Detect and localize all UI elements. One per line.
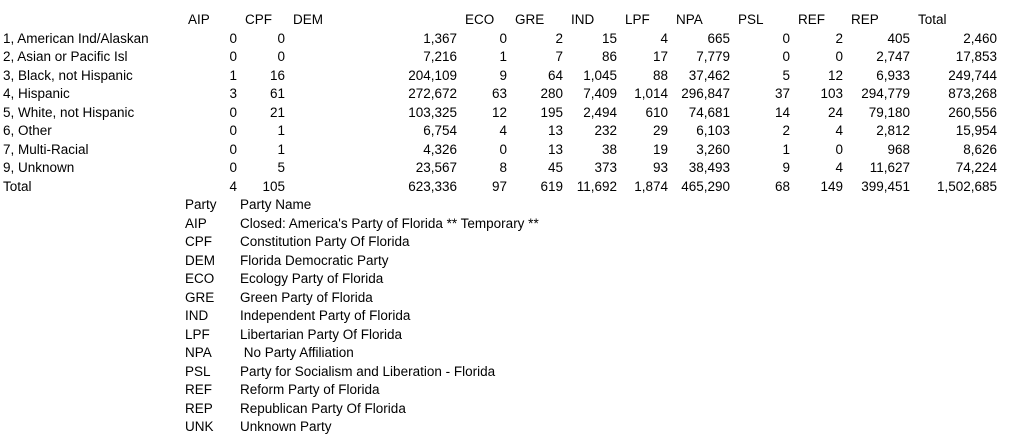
value-cell-ref: 12 xyxy=(827,67,843,83)
table-body xyxy=(3,30,997,197)
column-header-gre: GRE xyxy=(515,12,545,27)
value-cell-total: 260,556 xyxy=(948,104,997,120)
column-header-aip: AIP xyxy=(188,12,210,27)
legend-term: REP xyxy=(185,400,213,416)
value-cell-aip: 0 xyxy=(229,160,237,175)
column-header-total: Total xyxy=(918,12,947,27)
registration-table xyxy=(3,11,997,196)
value-cell-cpf: 0 xyxy=(277,49,285,64)
value-cell-ref: 0 xyxy=(835,49,843,64)
value-cell-rep: 11,627 xyxy=(869,160,910,175)
value-cell-lpf: 4 xyxy=(660,30,668,46)
legend-term: DEM xyxy=(185,252,215,268)
table-header-row xyxy=(3,11,997,30)
legend-term: REF xyxy=(185,382,212,397)
value-cell-ref: 2 xyxy=(835,30,843,46)
row-label: 7, Multi-Racial xyxy=(3,141,89,157)
value-cell-total: 8,626 xyxy=(963,141,997,157)
row-label: 3, Black, not Hispanic xyxy=(3,67,133,83)
value-cell-ind: 1,045 xyxy=(583,67,617,83)
table-row xyxy=(3,30,997,49)
value-cell-total: 1,502,685 xyxy=(936,178,997,194)
value-cell-cpf: 105 xyxy=(262,178,285,194)
value-cell-cpf: 61 xyxy=(269,86,285,101)
legend-term: ECO xyxy=(185,271,215,286)
value-cell-lpf: 610 xyxy=(645,104,668,120)
value-cell-cpf: 0 xyxy=(277,30,285,46)
value-cell-ref: 4 xyxy=(835,160,843,175)
column-header-dem: DEM xyxy=(293,12,323,27)
value-cell-eco: 12 xyxy=(491,104,507,120)
value-cell-lpf: 88 xyxy=(652,67,668,83)
value-cell-ref: 0 xyxy=(835,141,843,157)
value-cell-dem: 7,216 xyxy=(423,49,457,64)
value-cell-npa: 74,681 xyxy=(688,104,730,120)
value-cell-npa: 465,290 xyxy=(681,178,730,194)
value-cell-psl: 37 xyxy=(774,86,790,101)
value-cell-eco: 97 xyxy=(491,178,507,194)
value-cell-rep: 6,933 xyxy=(876,67,910,83)
value-cell-dem: 272,672 xyxy=(408,86,457,101)
value-cell-psl: 5 xyxy=(782,67,790,83)
table-row xyxy=(3,159,997,178)
column-header-ref: REF xyxy=(798,12,825,27)
value-cell-npa: 296,847 xyxy=(681,86,730,101)
value-cell-cpf: 16 xyxy=(269,67,285,83)
value-cell-rep: 294,779 xyxy=(861,86,910,101)
legend-name: Ecology Party of Florida xyxy=(240,271,384,286)
value-cell-ref: 4 xyxy=(835,123,843,138)
legend-name: Reform Party of Florida xyxy=(240,382,380,397)
table-row xyxy=(3,85,997,104)
party-legend xyxy=(185,196,1024,437)
value-cell-gre: 619 xyxy=(540,178,563,194)
column-header-rep: REP xyxy=(851,12,879,27)
value-cell-ind: 38 xyxy=(601,141,617,157)
value-cell-eco: 0 xyxy=(499,141,507,157)
value-cell-eco: 4 xyxy=(499,123,507,138)
value-cell-gre: 64 xyxy=(547,67,563,83)
value-cell-ref: 149 xyxy=(820,178,843,194)
table-row xyxy=(3,141,997,160)
value-cell-cpf: 1 xyxy=(277,141,285,157)
value-cell-total: 2,460 xyxy=(963,30,997,46)
value-cell-total: 15,954 xyxy=(955,123,997,138)
value-cell-aip: 0 xyxy=(229,104,237,120)
column-header-ind: IND xyxy=(571,12,595,27)
column-header-cpf: CPF xyxy=(245,12,272,27)
value-cell-dem: 6,754 xyxy=(423,123,457,138)
value-cell-total: 249,744 xyxy=(948,67,997,83)
legend-header-term: Party xyxy=(185,197,217,212)
value-cell-aip: 0 xyxy=(229,30,237,46)
value-cell-dem: 204,109 xyxy=(408,67,457,83)
value-cell-aip: 0 xyxy=(229,49,237,64)
value-cell-ind: 15 xyxy=(601,30,617,46)
value-cell-psl: 14 xyxy=(774,104,790,120)
value-cell-aip: 1 xyxy=(229,67,237,83)
value-cell-dem: 623,336 xyxy=(408,178,457,194)
value-cell-eco: 9 xyxy=(499,67,507,83)
value-cell-dem: 4,326 xyxy=(423,141,457,157)
column-header-lpf: LPF xyxy=(625,12,650,27)
value-cell-cpf: 21 xyxy=(269,104,285,120)
table-row xyxy=(3,122,997,141)
legend-term: GRE xyxy=(185,289,215,305)
value-cell-ind: 7,409 xyxy=(583,86,617,101)
row-label: 6, Other xyxy=(3,123,52,138)
table-row xyxy=(3,104,997,123)
value-cell-eco: 1 xyxy=(499,49,507,64)
value-cell-rep: 399,451 xyxy=(861,178,910,194)
legend-name: No Party Affiliation xyxy=(240,345,354,360)
legend-term: LPF xyxy=(185,326,210,342)
corner-cell xyxy=(3,11,180,30)
value-cell-eco: 0 xyxy=(499,30,507,46)
value-cell-npa: 3,260 xyxy=(696,141,730,157)
value-cell-total: 17,853 xyxy=(955,49,997,64)
value-cell-eco: 8 xyxy=(499,160,507,175)
value-cell-gre: 195 xyxy=(540,104,563,120)
legend-name: Constitution Party Of Florida xyxy=(240,234,410,249)
value-cell-ind: 11,692 xyxy=(576,178,617,194)
value-cell-lpf: 1,014 xyxy=(634,86,668,101)
row-label: Total xyxy=(3,178,32,194)
legend-header-name: Party Name xyxy=(240,197,312,212)
value-cell-cpf: 1 xyxy=(277,123,285,138)
value-cell-rep: 2,747 xyxy=(876,49,910,64)
row-label: 1, American Ind/Alaskan xyxy=(3,30,149,46)
column-header-psl: PSL xyxy=(738,12,764,27)
value-cell-lpf: 19 xyxy=(652,141,668,157)
value-cell-total: 873,268 xyxy=(948,86,997,101)
value-cell-eco: 63 xyxy=(491,86,507,101)
value-cell-aip: 0 xyxy=(229,123,237,138)
value-cell-ind: 86 xyxy=(601,49,617,64)
value-cell-gre: 2 xyxy=(555,30,563,46)
legend-term: CPF xyxy=(185,234,212,249)
value-cell-gre: 280 xyxy=(540,86,563,101)
legend-term: UNK xyxy=(185,419,214,434)
legend-term: NPA xyxy=(185,345,212,360)
value-cell-dem: 23,567 xyxy=(415,160,457,175)
value-cell-rep: 2,812 xyxy=(876,123,910,138)
value-cell-rep: 405 xyxy=(887,30,910,46)
legend-name: Closed: America's Party of Florida ** Temporary ** xyxy=(240,215,539,231)
legend-name: Libertarian Party Of Florida xyxy=(240,326,403,342)
value-cell-lpf: 17 xyxy=(652,49,668,64)
value-cell-aip: 3 xyxy=(229,86,237,101)
legend-term: PSL xyxy=(185,363,211,379)
value-cell-aip: 4 xyxy=(229,178,237,194)
value-cell-npa: 38,493 xyxy=(688,160,730,175)
value-cell-cpf: 5 xyxy=(277,160,285,175)
value-cell-lpf: 93 xyxy=(652,160,668,175)
value-cell-lpf: 29 xyxy=(652,123,668,138)
value-cell-ind: 373 xyxy=(594,160,617,175)
row-label: 2, Asian or Pacific Isl xyxy=(3,49,128,64)
table-row xyxy=(3,67,997,86)
legend-term: AIP xyxy=(185,215,207,231)
row-label: 5, White, not Hispanic xyxy=(3,104,135,120)
value-cell-psl: 2 xyxy=(782,123,790,138)
row-label: 4, Hispanic xyxy=(3,86,70,101)
legend-term: IND xyxy=(185,308,209,323)
value-cell-ind: 2,494 xyxy=(583,104,617,120)
value-cell-npa: 6,103 xyxy=(696,123,730,138)
column-header-npa: NPA xyxy=(676,12,703,27)
value-cell-lpf: 1,874 xyxy=(634,178,668,194)
value-cell-ind: 232 xyxy=(594,123,617,138)
value-cell-npa: 37,462 xyxy=(688,67,730,83)
value-cell-ref: 103 xyxy=(820,86,843,101)
value-cell-rep: 968 xyxy=(887,141,910,157)
table-row xyxy=(3,178,997,197)
legend-name: Independent Party of Florida xyxy=(240,308,411,323)
value-cell-psl: 9 xyxy=(782,160,790,175)
column-header-eco: ECO xyxy=(465,12,495,27)
value-cell-gre: 13 xyxy=(547,141,563,157)
value-cell-gre: 7 xyxy=(555,49,563,64)
legend-name: Green Party of Florida xyxy=(240,289,373,305)
value-cell-aip: 0 xyxy=(229,141,237,157)
value-cell-ref: 24 xyxy=(827,104,843,120)
value-cell-psl: 0 xyxy=(782,30,790,46)
legend-name: Republican Party Of Florida xyxy=(240,400,406,416)
table-row xyxy=(3,48,997,67)
value-cell-gre: 45 xyxy=(547,160,563,175)
value-cell-npa: 7,779 xyxy=(696,49,730,64)
value-cell-rep: 79,180 xyxy=(868,104,910,120)
value-cell-dem: 103,325 xyxy=(408,104,457,120)
value-cell-psl: 1 xyxy=(782,141,790,157)
legend-name: Florida Democratic Party xyxy=(240,252,389,268)
value-cell-psl: 68 xyxy=(774,178,790,194)
value-cell-total: 74,224 xyxy=(955,160,997,175)
legend-name: Party for Socialism and Liberation - Florida xyxy=(240,363,496,379)
value-cell-npa: 665 xyxy=(707,30,730,46)
row-label: 9, Unknown xyxy=(3,160,75,175)
legend-name: Unknown Party xyxy=(240,419,332,434)
value-cell-dem: 1,367 xyxy=(423,30,457,46)
value-cell-psl: 0 xyxy=(782,49,790,64)
value-cell-gre: 13 xyxy=(547,123,563,138)
